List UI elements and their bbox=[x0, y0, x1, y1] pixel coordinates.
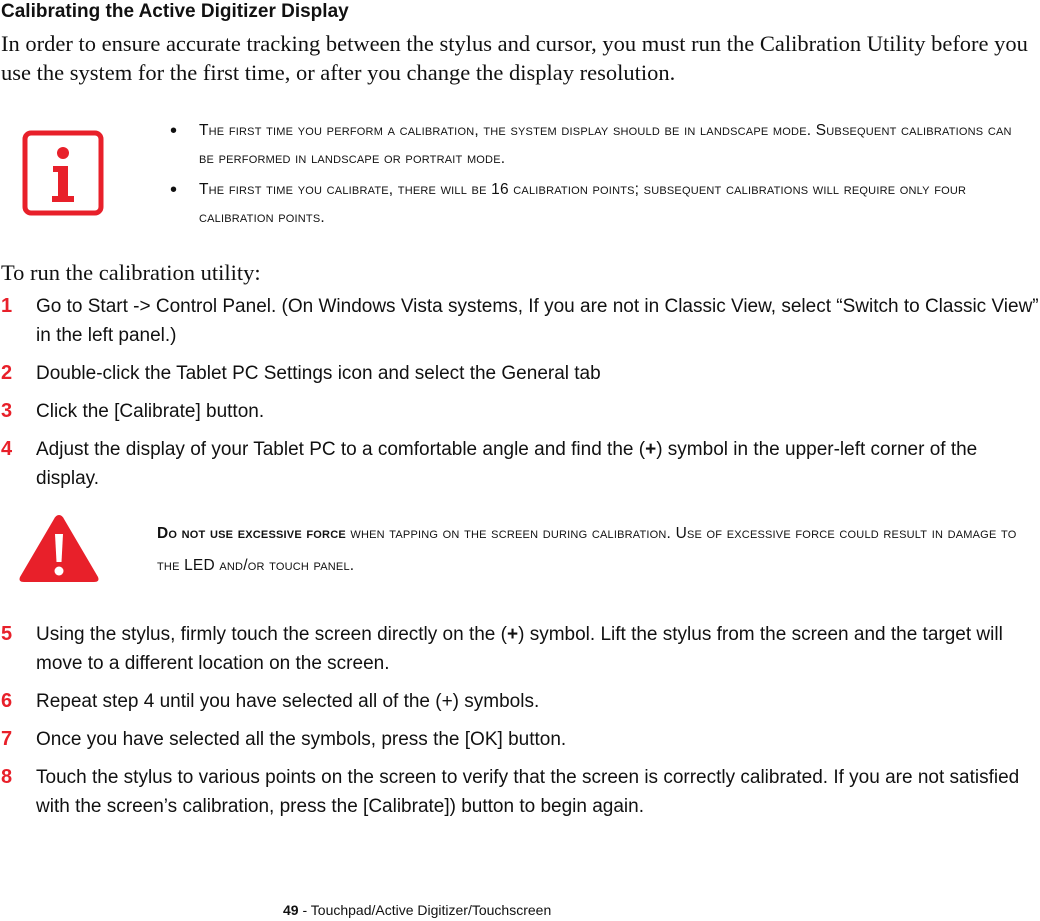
step-text: Touch the stylus to various points on the screen to verify that the screen is correctly calibrated. If you are not satisfied with the screen’s calibration, press the [Calibrate]) button to begin again. bbox=[36, 767, 1020, 817]
info-note-item bbox=[170, 176, 1030, 232]
step-number: 4 bbox=[1, 438, 13, 460]
step-text-part: ) symbol. Lift the stylus from the screen and the target will move to a different location on the screen. bbox=[36, 624, 1003, 674]
intro-paragraph: In order to ensure accurate tracking between the stylus and cursor, you must run the Calibration Utility before you use the system for the first time, or after you change the display resolution. bbox=[1, 31, 1028, 85]
info-note-text: The first time you calibrate, there will be 16 calibration points; subsequent calibrations will require only four calibration points. bbox=[199, 181, 967, 226]
info-note-item bbox=[170, 117, 1030, 173]
step-number: 3 bbox=[1, 400, 13, 422]
step-text: Click the [Calibrate] button. bbox=[36, 401, 265, 422]
step-text bbox=[36, 624, 1003, 674]
page-title: Calibrating the Active Digitizer Display bbox=[1, 1, 349, 22]
page-footer bbox=[283, 902, 551, 918]
step-text: Once you have selected all the symbols, press the [OK] button. bbox=[36, 729, 567, 750]
step-text: Double-click the Tablet PC Settings icon and select the General tab bbox=[36, 363, 601, 384]
step-text-part: Adjust the display of your Tablet PC to a comfortable angle and find the ( bbox=[36, 439, 646, 460]
caution-bold: Do not use excessive force bbox=[157, 525, 346, 542]
steps-list-1 bbox=[0, 292, 1040, 502]
page-number: 49 bbox=[283, 902, 299, 918]
step-item bbox=[0, 397, 1040, 426]
step-item bbox=[0, 359, 1040, 388]
step-text: Go to Start -> Control Panel. (On Windows Vista systems, If you are not in Classic View, select “Switch to Classic View” in the left panel.) bbox=[36, 296, 1039, 346]
footer-section: Touchpad/Active Digitizer/Touchscreen bbox=[310, 902, 552, 918]
steps-list-2 bbox=[0, 620, 1040, 830]
step-number: 1 bbox=[1, 295, 13, 317]
step-number: 2 bbox=[1, 362, 13, 384]
step-item bbox=[0, 620, 1040, 678]
step-item bbox=[0, 687, 1040, 716]
plus-symbol: + bbox=[645, 439, 657, 460]
info-note-list bbox=[170, 117, 1030, 235]
step-number: 8 bbox=[1, 766, 13, 788]
step-number: 6 bbox=[1, 690, 13, 712]
step-item bbox=[0, 435, 1040, 493]
info-note-text: The first time you perform a calibration, the system display should be in landscape mode. Subsequent calibrations can be performed in landscape or portrait mode. bbox=[199, 122, 1012, 167]
step-text: Repeat step 4 until you have selected all of the (+) symbols. bbox=[36, 691, 540, 712]
step-number: 7 bbox=[1, 728, 13, 750]
step-item bbox=[0, 763, 1040, 821]
step-number: 5 bbox=[1, 623, 13, 645]
info-icon bbox=[22, 130, 104, 221]
step-text bbox=[36, 439, 977, 489]
step-text-part: ) symbol in the upper-left corner of the display. bbox=[36, 439, 978, 489]
step-text-part: Using the stylus, firmly touch the screen directly on the ( bbox=[36, 624, 507, 645]
caution-note bbox=[157, 518, 1017, 582]
steps-intro: To run the calibration utility: bbox=[1, 260, 261, 285]
bullet-icon: • bbox=[170, 120, 178, 142]
step-item bbox=[0, 725, 1040, 754]
plus-symbol: + bbox=[506, 624, 519, 645]
warning-icon bbox=[17, 512, 101, 589]
step-item bbox=[0, 292, 1040, 350]
footer-separator: - bbox=[298, 902, 311, 918]
bullet-icon: • bbox=[170, 179, 178, 201]
caution-text: when tapping on the screen during calibration. Use of excessive force could result in damage to the LED and/or touch panel. bbox=[157, 525, 1017, 574]
